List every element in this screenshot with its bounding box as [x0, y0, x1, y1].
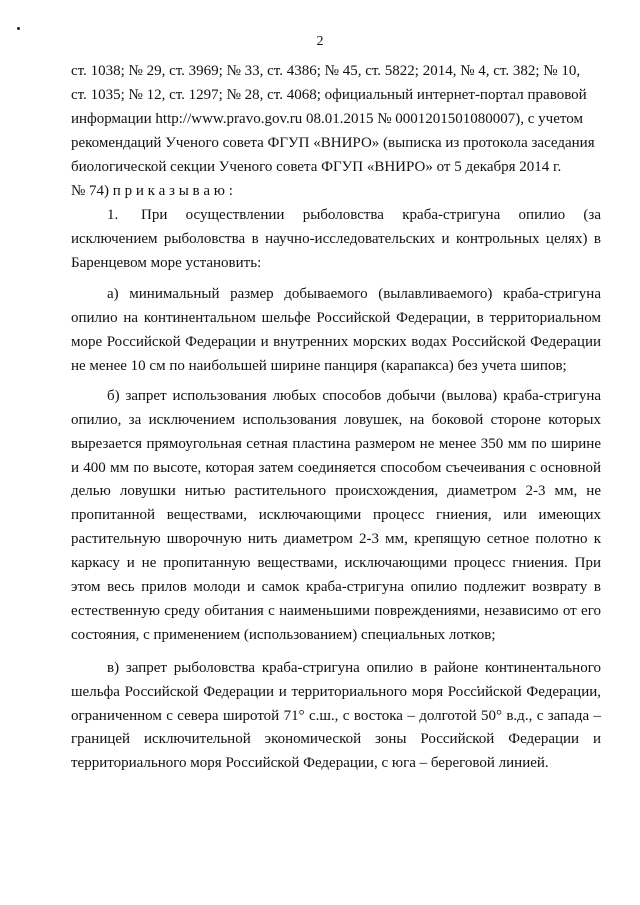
- item-1-text: При осуществлении рыболовства краба-стригуна опилио (за исключением рыболовства в научно-исследовательских и контрольных целях) в Баренцевом море установить:: [71, 207, 601, 272]
- intro-line: биологической секции Ученого совета ФГУП «ВНИРО» от 5 декабря 2014 г.: [71, 158, 562, 175]
- page-number: 2: [316, 34, 324, 49]
- subitem-a-paragraph: а) минимальный размер добываемого (вылавливаемого) краба-стригуна опилио на континентальном шельфе Российской Федерации, в территориальном море Российской Федерации и внутренних морских водах Российской Федерации не менее 10 см по наибольшей ширине панциря (карапакса) без учета шипов;: [71, 286, 601, 374]
- intro-line: ст. 1035; № 12, ст. 1297; № 28, ст. 4068; официальный интернет-портал правовой: [71, 86, 587, 103]
- item-1-paragraph: [71, 204, 601, 276]
- intro-line: рекомендаций Ученого совета ФГУП «ВНИРО» (выписка из протокола заседания: [71, 134, 595, 151]
- intro-line: № 74) п р и к а з ы в а ю :: [71, 182, 233, 199]
- subitem-c-paragraph: в) запрет рыболовства краба-стригуна опилио в районе континентального шельфа Российской Федерации и территориального моря Российской Федерации, ограниченном с севера широтой 71° с.ш., с востока – долготой 50° в.д., с запада – границей исключительной экономической зоны Российской Федерации и территориального моря Российской Федерации, с юга – береговой линией.: [71, 659, 601, 772]
- intro-paragraph: [71, 60, 601, 203]
- item-1-number: 1.: [107, 207, 119, 224]
- intro-line: информации http://www.pravo.gov.ru 08.01.2015 № 0001201501080007), с учетом: [71, 110, 583, 127]
- subitem-b-paragraph: б) запрет использования любых способов добычи (вылова) краба-стригуна опилио, за исключением использования ловушек, на боковой стороне которых вырезается прямоугольная сетная пластина размером не менее 350 мм по ширине и 400 мм по высоте, которая затем соединяется способом съечеивания с основной делью ловушки нитью растительного происхождения, диаметром 2-3 мм, не пропитанной веществами, исключающими процесс гниения, или имеющих растительную шворочную нить диаметром 2-3 мм, крепящую сетное полотно к каркасу и не пропитанную веществами, исключающими процесс гниения. При этом весь прилов молоди и самок краба-стригуна опилио подлежит возврату в естественную среду обитания с наименьшими повреждениями, независимо от его состояния, с применением (использованием) специальных лотков;: [71, 387, 601, 643]
- intro-line: ст. 1038; № 29, ст. 3969; № 33, ст. 4386; № 45, ст. 5822; 2014, № 4, ст. 382; № 10,: [71, 63, 581, 79]
- scan-speck: [17, 27, 20, 30]
- document-body: [71, 60, 601, 776]
